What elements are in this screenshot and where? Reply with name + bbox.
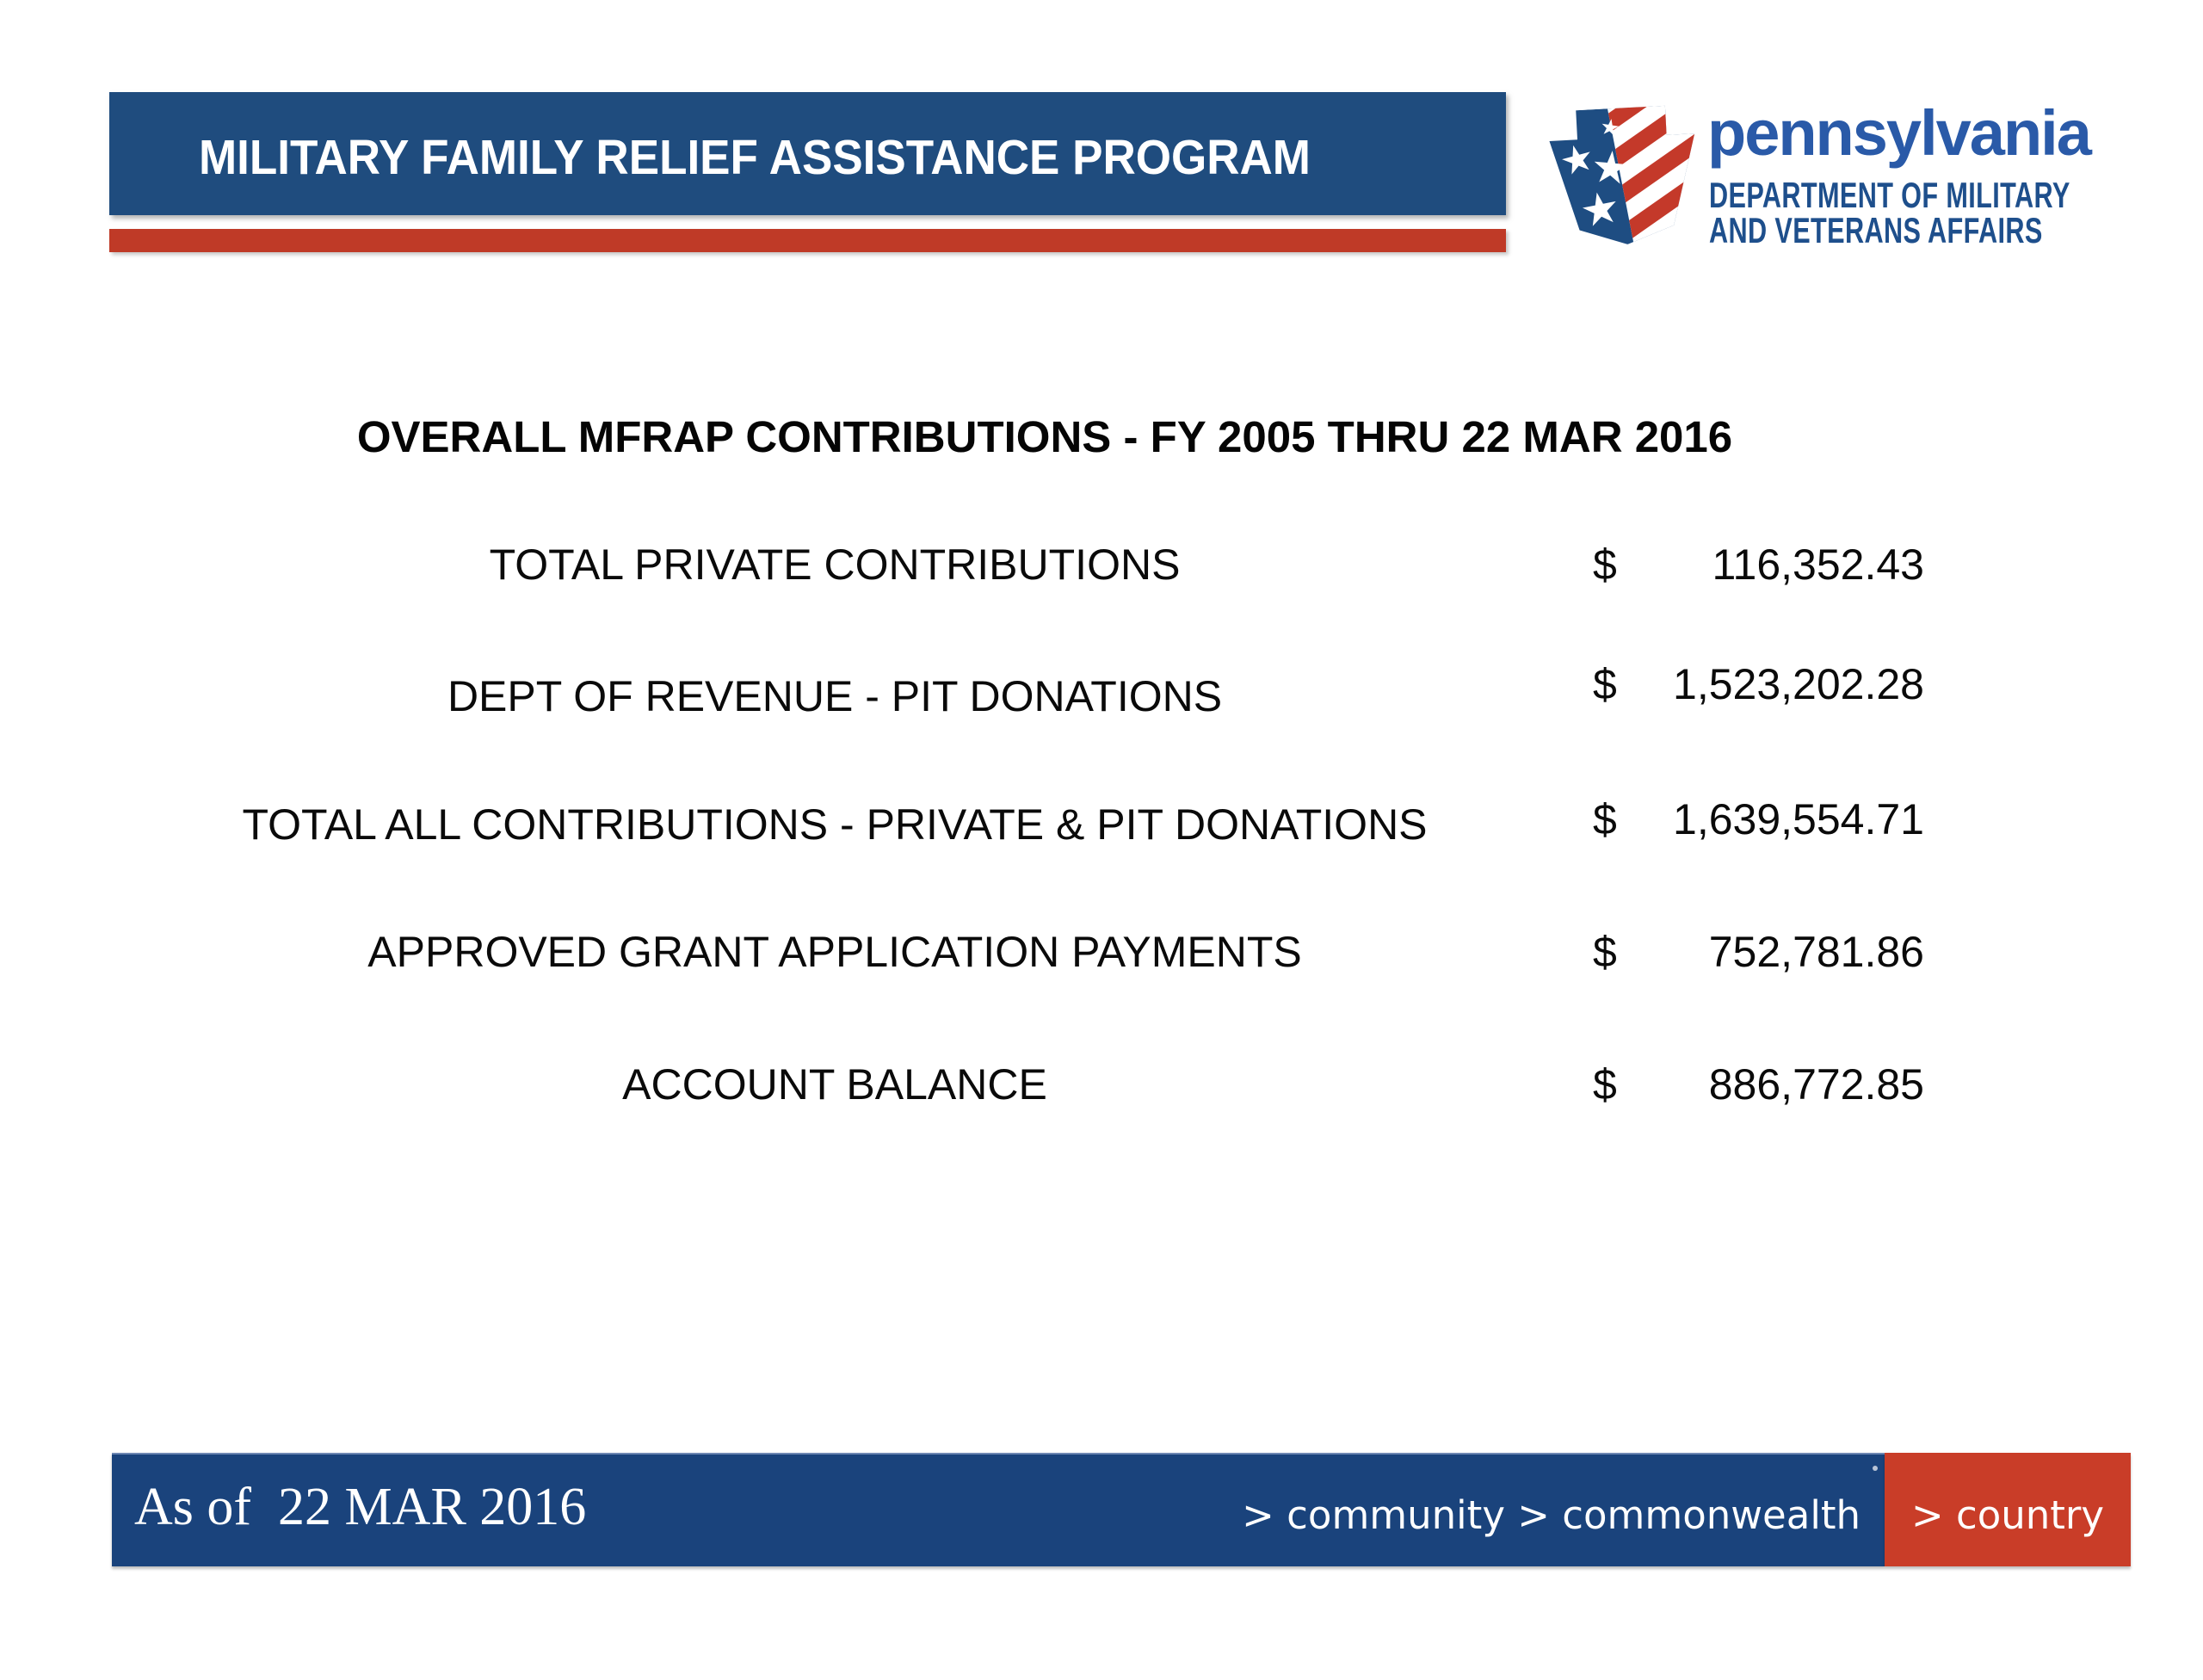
table-row <box>0 660 2203 722</box>
currency-symbol: $ <box>1593 540 1617 589</box>
row-amount: 752,781.86 <box>1708 928 1924 976</box>
table-row <box>0 1059 2203 1110</box>
table-row <box>0 926 2203 978</box>
row-label: APPROVED GRANT APPLICATION PAYMENTS <box>367 928 1302 976</box>
currency-symbol: $ <box>1593 928 1617 976</box>
table-row <box>0 539 2203 590</box>
table-row <box>0 795 2203 850</box>
row-label: TOTAL PRIVATE CONTRIBUTIONS <box>489 540 1181 589</box>
row-amount: 1,639,554.71 <box>1673 795 1924 843</box>
row-label: ACCOUNT BALANCE <box>622 1060 1047 1109</box>
currency-symbol: $ <box>1593 795 1617 843</box>
footer-tagline: > community > commonwealth <box>1242 1492 1861 1538</box>
logo-department-name <box>1709 177 2070 248</box>
header-red-stripe <box>109 229 1506 252</box>
logo-department-line1: DEPARTMENT OF MILITARY <box>1709 175 2070 215</box>
row-amount: 886,772.85 <box>1708 1060 1924 1109</box>
pa-keystone-stars-stripes-icon <box>1547 102 1700 244</box>
currency-symbol: $ <box>1593 1060 1617 1109</box>
stray-dot-artifact <box>1873 1466 1878 1471</box>
content-title: OVERALL MFRAP CONTRIBUTIONS - FY 2005 THRU 22 MAR 2016 <box>356 412 1733 461</box>
row-amount: 1,523,202.28 <box>1673 660 1924 708</box>
logo-wordmark: pennsylvania <box>1707 97 2090 169</box>
agency-logo <box>1547 96 2150 269</box>
row-label: TOTAL ALL CONTRIBUTIONS - PRIVATE & PIT DONATIONS <box>242 800 1428 849</box>
page-title: MILITARY FAMILY RELIEF ASSISTANCE PROGRAM <box>199 129 1311 185</box>
footer-as-of-date: As of 22 MAR 2016 <box>134 1478 587 1536</box>
footer-country-label: > country <box>1910 1492 2105 1538</box>
row-amount: 116,352.43 <box>1712 540 1924 589</box>
row-label: DEPT OF REVENUE - PIT DONATIONS <box>447 672 1223 720</box>
header-bar <box>109 92 1506 215</box>
currency-symbol: $ <box>1593 660 1617 708</box>
logo-department-line2: AND VETERANS AFFAIRS <box>1709 210 2043 250</box>
footer-country-block <box>1885 1453 2131 1566</box>
